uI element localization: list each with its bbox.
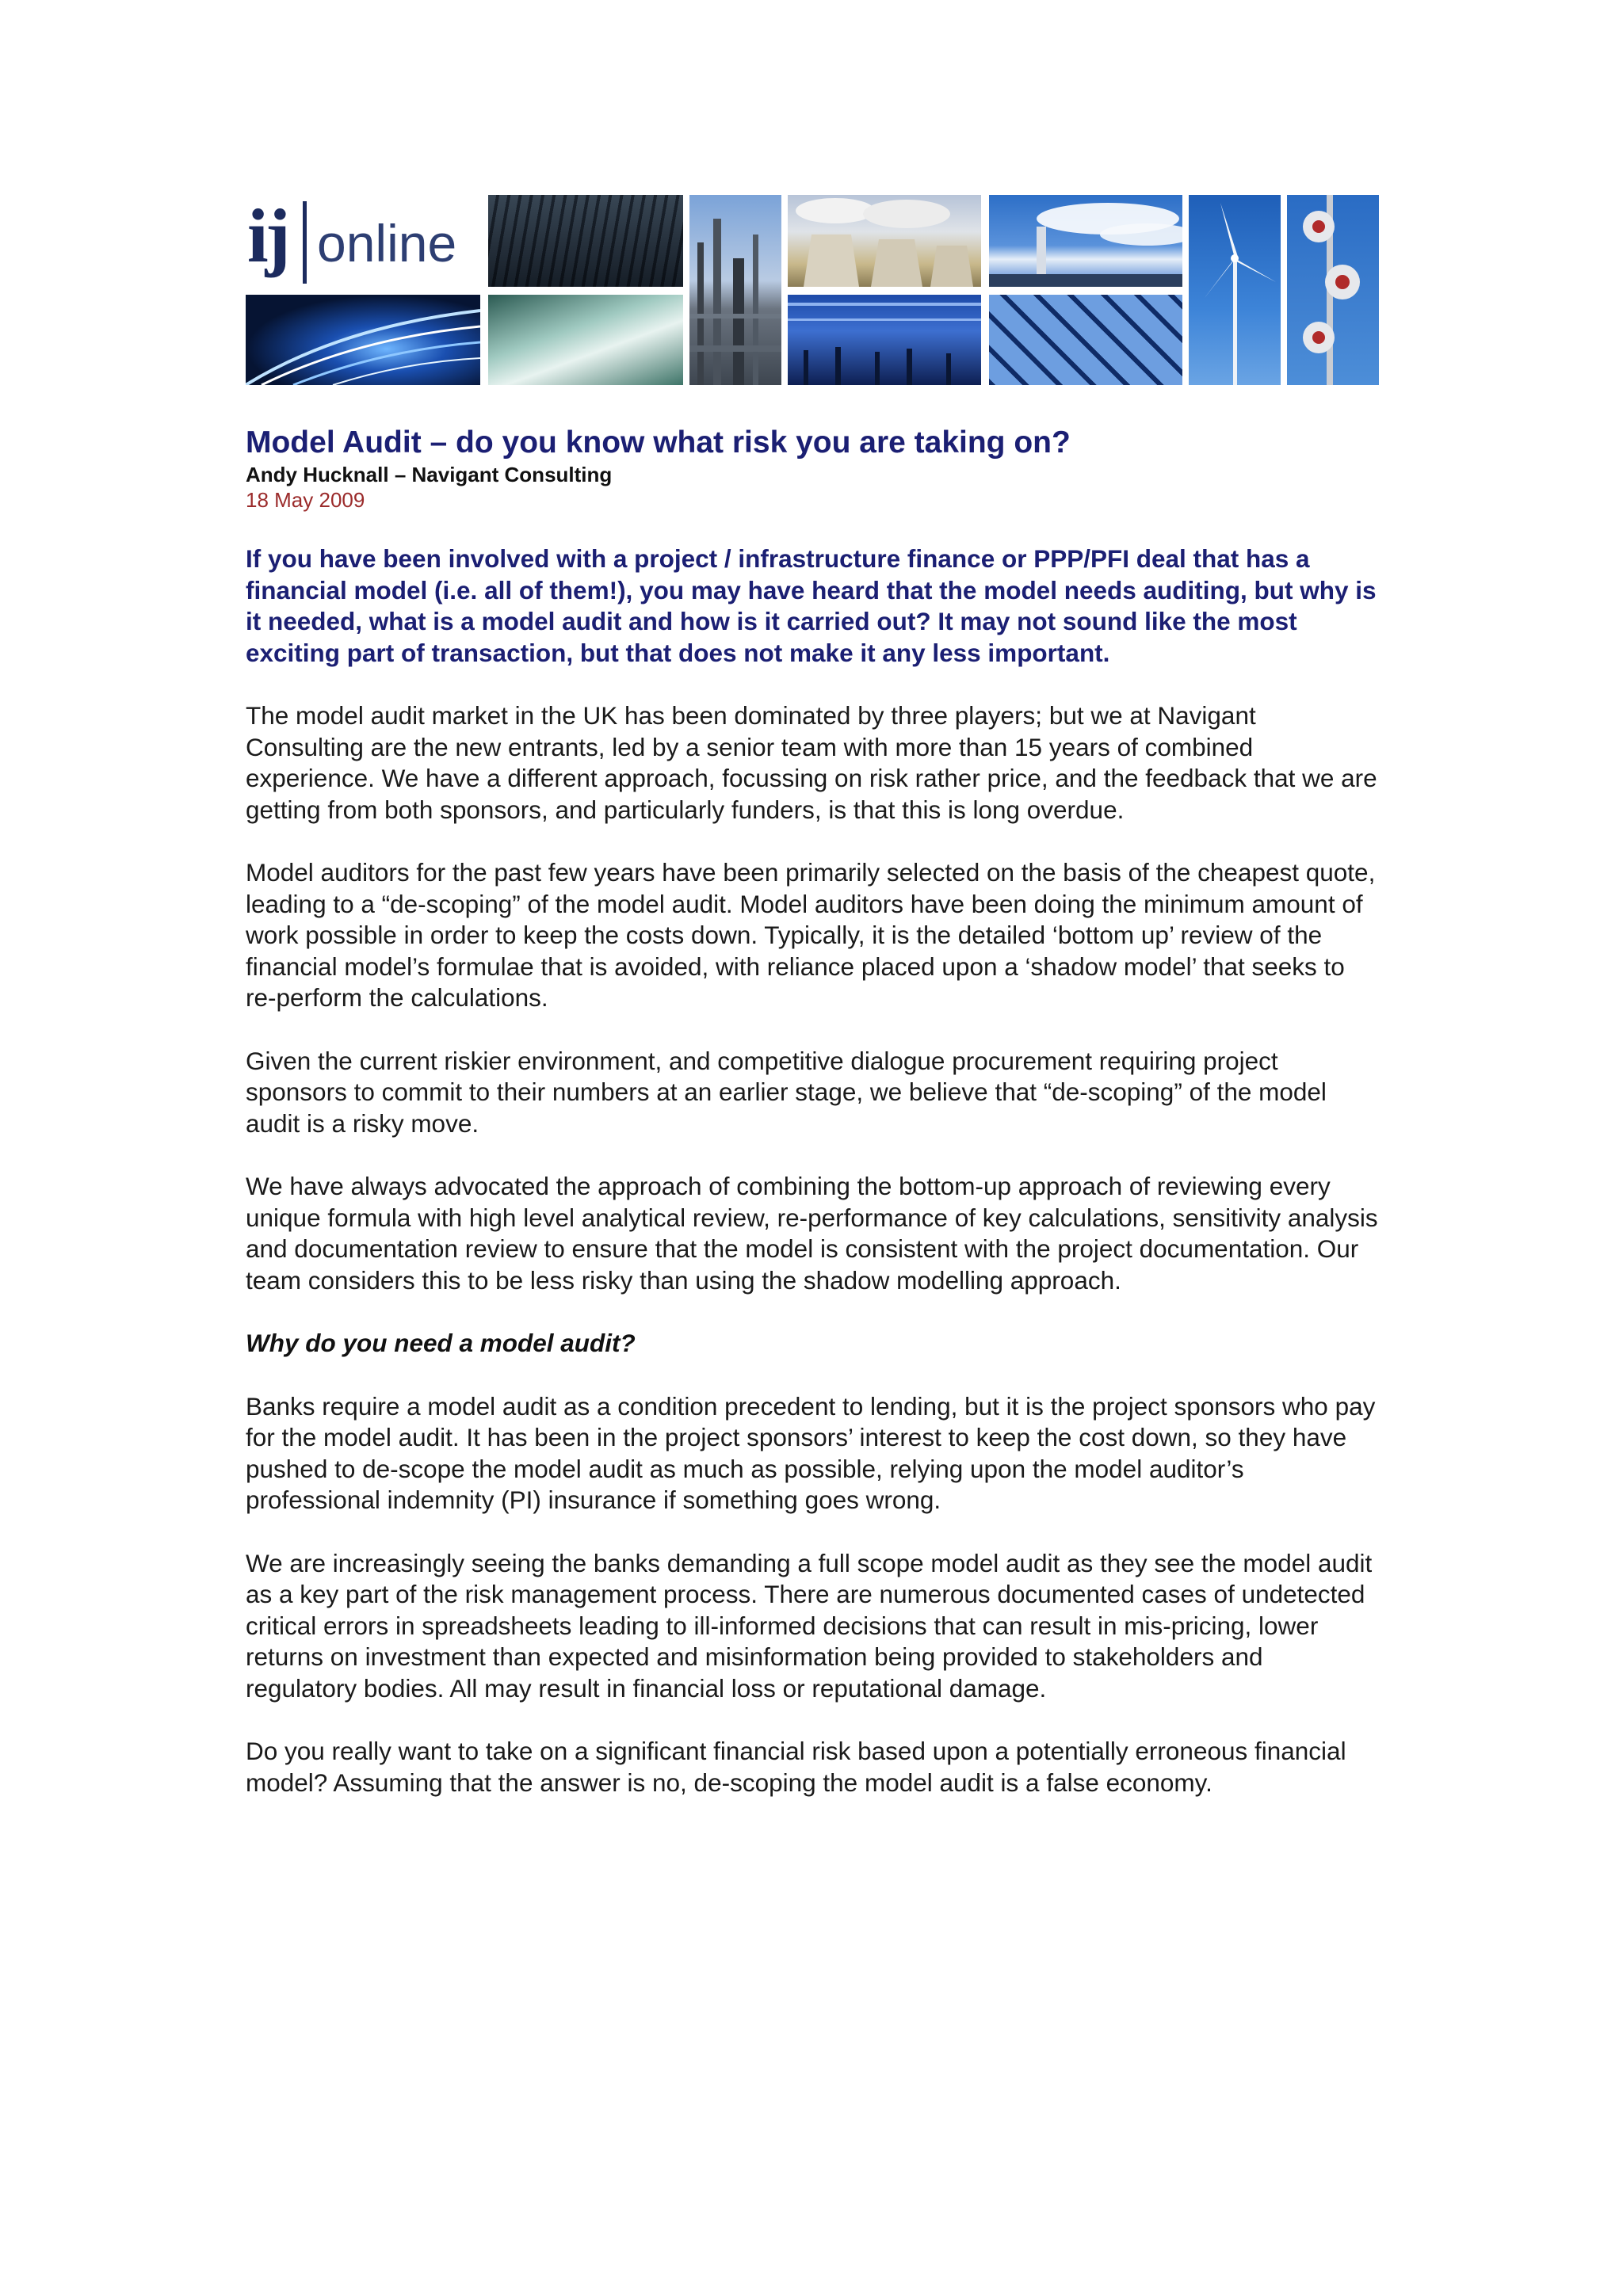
article-paragraph: Do you really want to take on a significant financial risk based upon a potentially erroneous financial model? Assuming that the answer is no, de-scoping the model audit is a false economy. — [246, 1737, 1346, 1797]
light-trails-photo — [246, 295, 480, 385]
solar-panels-photo — [488, 195, 683, 287]
article-title: Model Audit – do you know what risk you are taking on? — [246, 425, 1071, 460]
wind-turbine-photo — [1189, 195, 1281, 385]
chimney-smoke-photo — [989, 195, 1182, 287]
refinery-photo — [689, 195, 781, 385]
article-paragraph: Model auditors for the past few years have been primarily selected on the basis of the cheapest quote, leading to a “de-scoping” of the model audit. Model auditors have been doing the minimum amount of work possible in order to keep the costs down. Typically, it is the detailed ‘bottom up’ review of the financial model’s formulae that is avoided, with reliance placed upon a ‘shadow model’ that seeks to re-perform the calculations. — [246, 858, 1376, 1012]
section-heading: Why do you need a model audit? — [246, 1329, 636, 1357]
article-lead: If you have been involved with a project / infrastructure finance or PPP/PFI deal that has a financial model (i.e. all of them!), you may have heard that the model needs auditing, but why is it needed, what is a model audit and how is it carried out? It may not sound like the most exciting part of transaction, but that does not make it any less important. — [246, 544, 1377, 667]
glass-dome-photo — [989, 295, 1182, 385]
logo-text: online — [317, 214, 457, 273]
header-banner — [246, 195, 1379, 385]
logo-divider — [303, 201, 307, 284]
cooling-towers-photo — [788, 195, 981, 287]
article-paragraph: Given the current riskier environment, and competitive dialogue procurement requiring project sponsors to commit to their numbers at an earlier stage, we believe that “de-scoping” of the model audit is a risky move. — [246, 1046, 1327, 1138]
waterfall-photo — [488, 295, 683, 385]
logo-mark: ij — [247, 193, 288, 278]
article-paragraph: The model audit market in the UK has been dominated by three players; but we at Navigant Consulting are the new entrants, led by a senior team with more than 15 years of combined experience. We have a different approach, focussing on risk rather price, and the feedback that we are getting from both sponsors, and particularly funders, is that this is long overdue. — [246, 701, 1377, 824]
article-paragraph: We are increasingly seeing the banks demanding a full scope model audit as they see the model audit as a key part of the risk management process. There are numerous documented cases of undetected critical errors in spreadsheets leading to ill-informed decisions that can result in mis-pricing, lower returns on investment than expected and misinformation being provided to stakeholders and regulatory bodies. All may result in financial loss or reputational damage. — [246, 1548, 1373, 1703]
article-paragraph: We have always advocated the approach of combining the bottom-up approach of reviewing every unique formula with high level analytical review, re-performance of key calculations, sensitivity analysis and documentation review to ensure that the model is consistent with the project documentation. Our team considers this to be less risky than using the shadow modelling approach. — [246, 1172, 1378, 1295]
document-page — [246, 195, 1379, 1798]
ij-online-logo — [246, 195, 480, 290]
pipes-crowd-photo — [788, 295, 981, 385]
article-date: 18 May 2009 — [246, 488, 365, 512]
telecom-antenna-photo — [1287, 195, 1379, 385]
article-author: Andy Hucknall – Navigant Consulting — [246, 463, 613, 486]
article-paragraph: Banks require a model audit as a condition precedent to lending, but it is the project sponsors who pay for the model audit. It has been in the project sponsors’ interest to keep the cost down, so they have pushed to de-scope the model audit as much as possible, relying upon the model auditor’s professional indemnity (PI) insurance if something goes wrong. — [246, 1391, 1376, 1514]
